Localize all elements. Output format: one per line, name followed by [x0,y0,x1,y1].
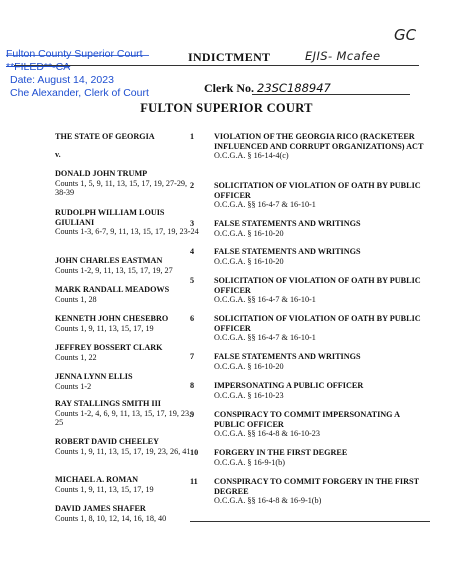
defendant-counts: Counts 1, 9, 11, 13, 15, 17, 19, 23, 26, 41 [55,446,191,456]
charge-number: 8 [190,381,195,390]
handwritten-ejis-note: EJIS- Mcafee [305,49,381,63]
defendant-name: JENNA LYNN ELLIS [55,372,133,381]
charge [190,314,425,343]
indictment-heading: INDICTMENT [188,50,271,64]
defendant-counts: Counts 1-2, 4, 6, 9, 11, 13, 15, 17, 19, 23, 25 [55,408,192,428]
charge [190,276,425,305]
footer-rule [190,521,430,522]
charge [190,410,425,439]
defendant [55,314,200,333]
charge-number: 1 [190,132,195,141]
stamp-clerk: Che Alexander, Clerk of Court [10,87,149,99]
defendant-name: DONALD JOHN TRUMP [55,169,148,178]
charge-code: O.C.G.A. § 16-9-1(b) [214,457,285,467]
defendant-name: KENNETH JOHN CHESEBRO [55,314,169,323]
header-rule [14,65,419,66]
handwritten-initials: GC [394,26,417,44]
defendant [55,343,200,362]
charge-title: FALSE STATEMENTS AND WRITINGS [214,219,361,228]
defendant [55,475,200,494]
charge-code: O.C.G.A. § 16-10-20 [214,361,284,371]
defendant [55,256,200,275]
charge-code: O.C.G.A. §§ 16-4-7 & 16-10-1 [214,295,316,305]
defendant-name: MICHAEL A. ROMAN [55,475,139,484]
defendant-counts: Counts 1, 8, 10, 12, 14, 16, 18, 40 [55,513,167,523]
charge-number: 10 [190,448,199,457]
stamp-date: Date: August 14, 2023 [10,74,114,86]
defendant [55,372,200,391]
versus: v. [55,150,61,159]
charge-title: SOLICITATION OF VIOLATION OF OATH BY PUBLIC OFFICER [214,276,421,295]
defendant-counts: Counts 1, 5, 9, 11, 13, 15, 17, 19, 27-29, 38-39 [55,178,188,198]
defendant-name: JOHN CHARLES EASTMAN [55,256,163,265]
stamp-filed: **FILED**-CA [6,61,71,73]
charge [190,448,425,467]
defendant-name: DAVID JAMES SHAFER [55,504,146,513]
charge-code: O.C.G.A. §§ 16-4-7 & 16-10-1 [214,333,316,343]
defendant-counts: Counts 1, 28 [55,294,97,304]
defendant-counts: Counts 1, 22 [55,352,97,362]
defendant [55,437,200,456]
charge-code: O.C.G.A. § 16-10-20 [214,228,284,238]
filing-stamp [6,48,149,100]
charge-number: 9 [190,410,195,419]
charge-code: O.C.G.A. § 16-10-23 [214,390,284,400]
defendant-name: RUDOLPH WILLIAM LOUIS GIULIANI [55,208,165,227]
charge [190,132,425,161]
state-name: THE STATE OF GEORGIA [55,132,155,141]
charge-code: O.C.G.A. §§ 16-4-7 & 16-10-1 [214,200,316,210]
charge-number: 4 [190,247,195,256]
defendant-name: RAY STALLINGS SMITH III [55,399,161,408]
clerk-number-value: 23SC188947 [257,81,331,95]
defendant-counts: Counts 1, 9, 11, 13, 15, 17, 19 [55,484,154,494]
charge [190,219,425,238]
stamp-court: Fulton County Superior Court [6,48,149,61]
defendant-name: JEFFREY BOSSERT CLARK [55,343,163,352]
defendant-counts: Counts 1-3, 6-7, 9, 11, 13, 15, 17, 19, 23-24 [55,227,199,237]
defendant-counts: Counts 1-2 [55,381,92,391]
clerk-number-rule [252,94,410,95]
charge-title: FALSE STATEMENTS AND WRITINGS [214,352,361,361]
charge-number: 11 [190,477,198,486]
charge-code: O.C.G.A. § 16-14-4(c) [214,151,289,161]
defendant [55,169,200,198]
defendant-name: MARK RANDALL MEADOWS [55,285,170,294]
charge [190,181,425,210]
defendant [55,504,200,523]
court-title: FULTON SUPERIOR COURT [140,101,313,115]
charge-number: 3 [190,219,195,228]
charge [190,247,425,266]
defendant-counts: Counts 1, 9, 11, 13, 15, 17, 19 [55,323,154,333]
charge-title: SOLICITATION OF VIOLATION OF OATH BY PUBLIC OFFICER [214,314,421,333]
charge [190,352,425,371]
defendant-counts: Counts 1-2, 9, 11, 13, 15, 17, 19, 27 [55,265,173,275]
charge-title: FORGERY IN THE FIRST DEGREE [214,448,348,457]
charge-number: 2 [190,181,195,190]
charge-title: CONSPIRACY TO COMMIT FORGERY IN THE FIRST DEGREE [214,477,419,496]
charge-number: 5 [190,276,195,285]
charge-number: 7 [190,352,195,361]
charge-title: FALSE STATEMENTS AND WRITINGS [214,247,361,256]
charge-title: CONSPIRACY TO COMMIT IMPERSONATING A PUBLIC OFFICER [214,410,400,429]
defendant [55,208,200,237]
charge-code: O.C.G.A. §§ 16-4-8 & 16-9-1(b) [214,496,322,506]
charge-code: O.C.G.A. §§ 16-4-8 & 16-10-23 [214,429,320,439]
charge-title: SOLICITATION OF VIOLATION OF OATH BY PUBLIC OFFICER [214,181,421,200]
defendant-name: ROBERT DAVID CHEELEY [55,437,160,446]
defendant [55,399,200,428]
charge-title: IMPERSONATING A PUBLIC OFFICER [214,381,364,390]
charge-title: VIOLATION OF THE GEORGIA RICO (RACKETEER INFLUENCED AND CORRUPT ORGANIZATIONS) ACT [214,132,424,151]
clerk-number-label: Clerk No. [204,81,254,95]
charge [190,381,425,400]
defendant [55,285,200,304]
charge-code: O.C.G.A. § 16-10-20 [214,256,284,266]
charge [190,477,425,506]
charge-number: 6 [190,314,195,323]
